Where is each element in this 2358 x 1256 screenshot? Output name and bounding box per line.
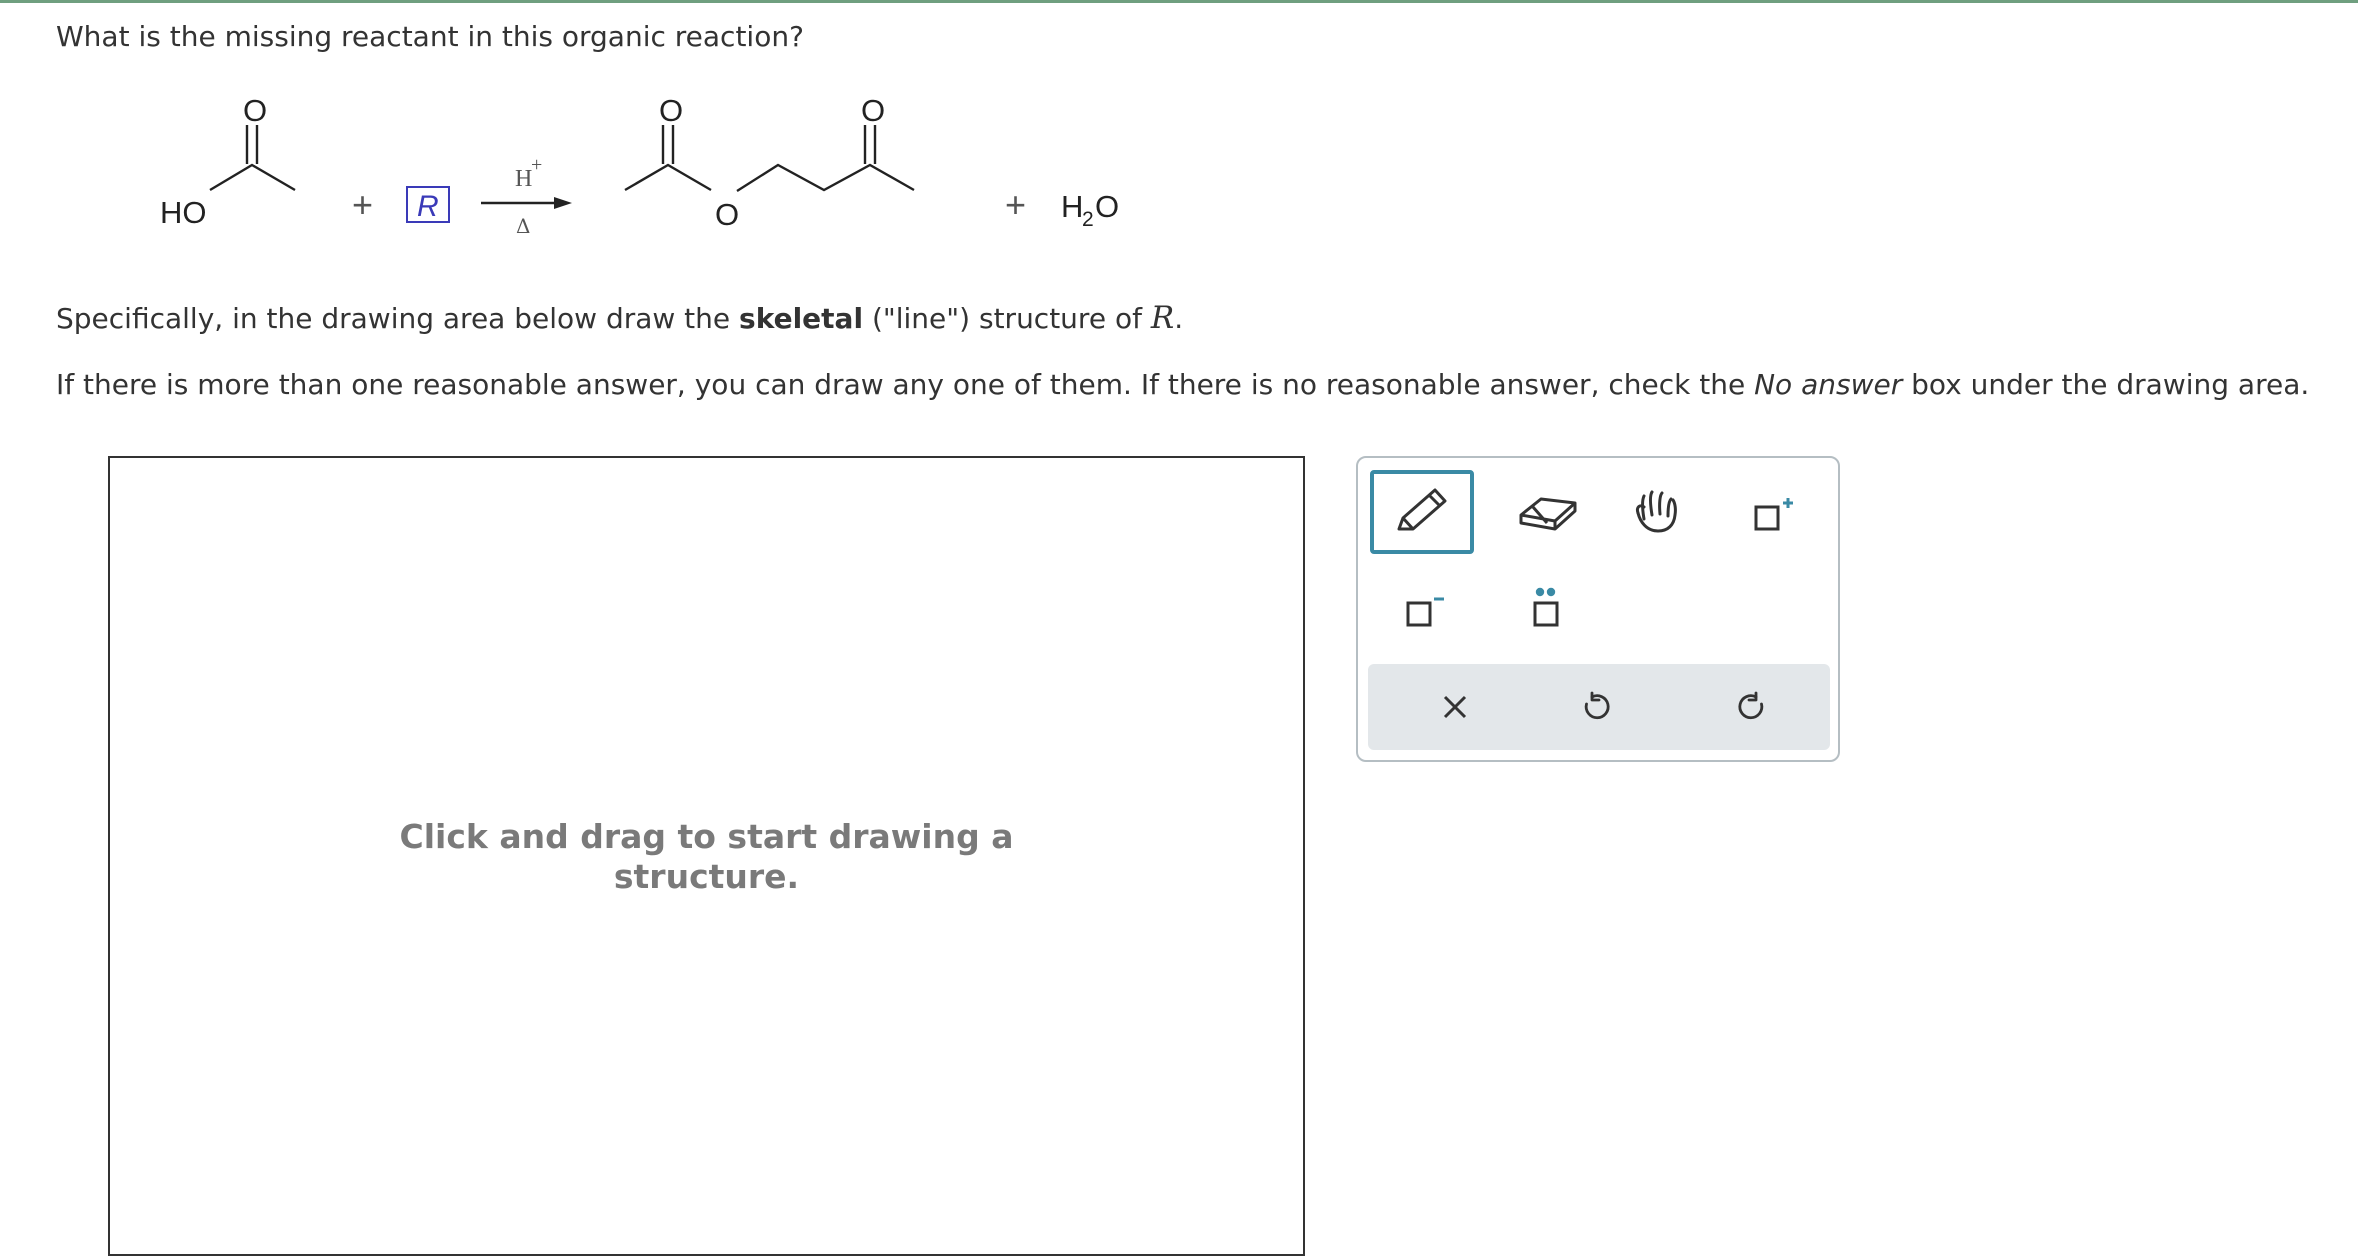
instr2-text-a: If there is more than one reasonable answer, you can draw any one of them. If there is no reasonable answer, check the [56,368,1755,401]
reactant1-oxygen: O [243,93,268,128]
question-text: What is the missing reactant in this organic reaction? [56,20,804,53]
add-charge-tool[interactable] [1718,470,1822,554]
clear-icon [1440,692,1470,722]
undo-button[interactable] [1537,664,1657,750]
undo-icon [1580,690,1614,724]
product-carbonyl1 [663,125,673,164]
heat-condition: Δ [516,214,531,238]
instruction-line-2 [56,368,2309,401]
instr1-text-a: Specifically, in the drawing area below draw the [56,302,740,335]
water-subscript: 2 [1082,208,1094,231]
lone-pair-tool[interactable] [1494,564,1598,648]
eraser-tool[interactable] [1496,470,1600,554]
top-accent-bar [0,0,2358,3]
plus-sign-2: + [1005,184,1027,225]
instr1-variable: R [1150,300,1175,336]
canvas-hint-line-1: Click and drag to start drawing a [399,817,1014,856]
canvas-hint-line-2: structure. [613,857,800,896]
reactant1-hydroxyl: HO [160,195,207,230]
product-bonds [625,165,914,191]
drawing-canvas[interactable] [108,456,1305,1256]
instr1-bold: skeletal [739,302,864,335]
reaction-scheme [130,90,1150,260]
instruction-line-1 [56,300,1183,336]
canvas-hint [110,817,1303,897]
product-carbonyl1-oxygen: O [659,93,684,128]
product-carbonyl2-oxygen: O [861,93,886,128]
redo-icon [1734,690,1768,724]
unknown-reactant-label: R [417,190,439,223]
reactant1-bonds [210,165,295,190]
product-carbonyl2 [865,125,875,164]
reaction-arrowhead [554,197,572,209]
remove-charge-tool[interactable] [1370,564,1474,648]
plus-sign-1: + [352,184,374,225]
remove-charge-icon [1392,579,1452,633]
catalyst-label: H [515,166,533,192]
pencil-icon [1389,485,1455,539]
hand-tool[interactable] [1606,470,1710,554]
instr1-end: . [1174,302,1184,335]
water-oxygen: O [1095,189,1120,224]
tool-palette [1356,456,1840,762]
hand-icon [1628,485,1688,539]
instr2-italic: No answer [1754,368,1903,401]
action-bar [1368,664,1830,750]
water-hydrogen: H [1061,189,1084,224]
lone-pair-icon [1516,579,1576,633]
redo-button[interactable] [1691,664,1811,750]
instr2-text-b: box under the drawing area. [1902,368,2310,401]
add-charge-icon [1740,485,1800,539]
product-ester-oxygen: O [715,197,740,232]
pencil-tool[interactable] [1370,470,1474,554]
clear-button[interactable] [1395,664,1515,750]
reactant1-carbonyl [247,125,257,164]
eraser-icon [1515,485,1581,539]
instr1-text-b: ("line") structure of [863,302,1151,335]
catalyst-charge: + [531,154,543,176]
